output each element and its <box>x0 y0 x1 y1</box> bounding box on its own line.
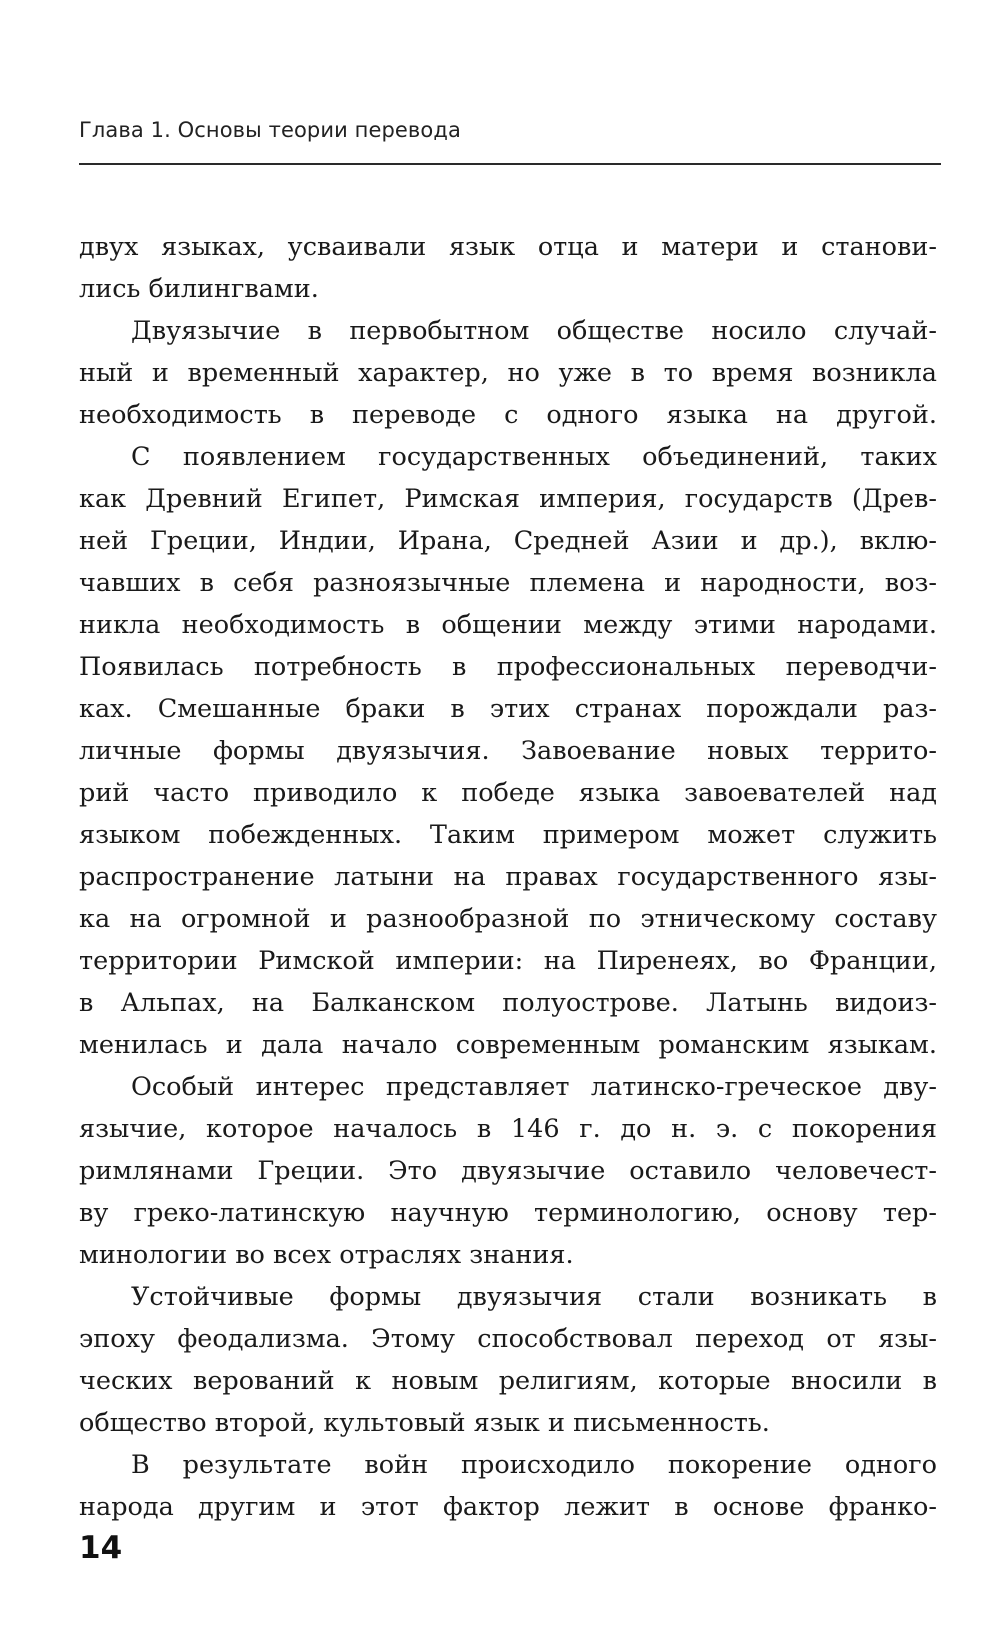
text-line: распространение латыни на правах государственного язы- <box>79 862 937 892</box>
text-line: личные формы двуязычия. Завоевание новых террито- <box>79 736 937 766</box>
text-line: как Древний Египет, Римская империя, государств (Древ- <box>79 484 937 514</box>
running-header: Глава 1. Основы теории перевода <box>79 118 461 142</box>
text-line: общество второй, культовый язык и письменность. <box>79 1408 770 1438</box>
text-line: ка на огромной и разнообразной по этническому составу <box>79 904 937 934</box>
text-line: В результате войн происходило покорение одного <box>131 1450 937 1480</box>
text-line: Появилась потребность в профессиональных переводчи- <box>79 652 937 682</box>
paragraph <box>79 436 937 1066</box>
paragraph <box>79 226 937 310</box>
paragraph <box>79 310 937 436</box>
text-line: менилась и дала начало современным романским языкам. <box>79 1030 937 1060</box>
text-line: лись билингвами. <box>79 274 319 304</box>
text-line: территории Римской империи: на Пиренеях, во Франции, <box>79 946 937 976</box>
page-number: 14 <box>79 1530 123 1566</box>
text-line: необходимость в переводе с одного языка на другой. <box>79 400 937 430</box>
paragraph <box>79 1276 937 1444</box>
text-line: ческих верований к новым религиям, которые вносили в <box>79 1366 937 1396</box>
text-line: язычие, которое началось в 146 г. до н. э. с покорения <box>79 1114 937 1144</box>
text-line: ный и временный характер, но уже в то время возникла <box>79 358 937 388</box>
body-text <box>79 226 937 1528</box>
text-line: народа другим и этот фактор лежит в основе франко- <box>79 1492 937 1522</box>
text-line: С появлением государственных объединений, таких <box>131 442 937 472</box>
text-line: минологии во всех отраслях знания. <box>79 1240 574 1270</box>
paragraph <box>79 1444 937 1528</box>
text-line: эпоху феодализма. Этому способствовал переход от язы- <box>79 1324 937 1354</box>
text-line: Устойчивые формы двуязычия стали возникать в <box>131 1282 937 1312</box>
text-line: ней Греции, Индии, Ирана, Средней Азии и др.), вклю- <box>79 526 937 556</box>
text-line: чавших в себя разноязычные племена и народности, воз- <box>79 568 937 598</box>
text-line: римлянами Греции. Это двуязычие оставило человечест- <box>79 1156 937 1186</box>
text-line: Двуязычие в первобытном обществе носило случай- <box>131 316 937 346</box>
text-line: двух языках, усваивали язык отца и матери и станови- <box>79 232 937 262</box>
paragraph <box>79 1066 937 1276</box>
text-line: ву греко-латинскую научную терминологию, основу тер- <box>79 1198 937 1228</box>
text-line: языком побежденных. Таким примером может служить <box>79 820 937 850</box>
text-line: в Альпах, на Балканском полуострове. Латынь видоиз- <box>79 988 937 1018</box>
text-line: никла необходимость в общении между этими народами. <box>79 610 937 640</box>
text-line: ках. Смешанные браки в этих странах порождали раз- <box>79 694 937 724</box>
text-line: рий часто приводило к победе языка завоевателей над <box>79 778 937 808</box>
header-rule <box>79 163 941 165</box>
text-line: Особый интерес представляет латинско-греческое дву- <box>131 1072 937 1102</box>
